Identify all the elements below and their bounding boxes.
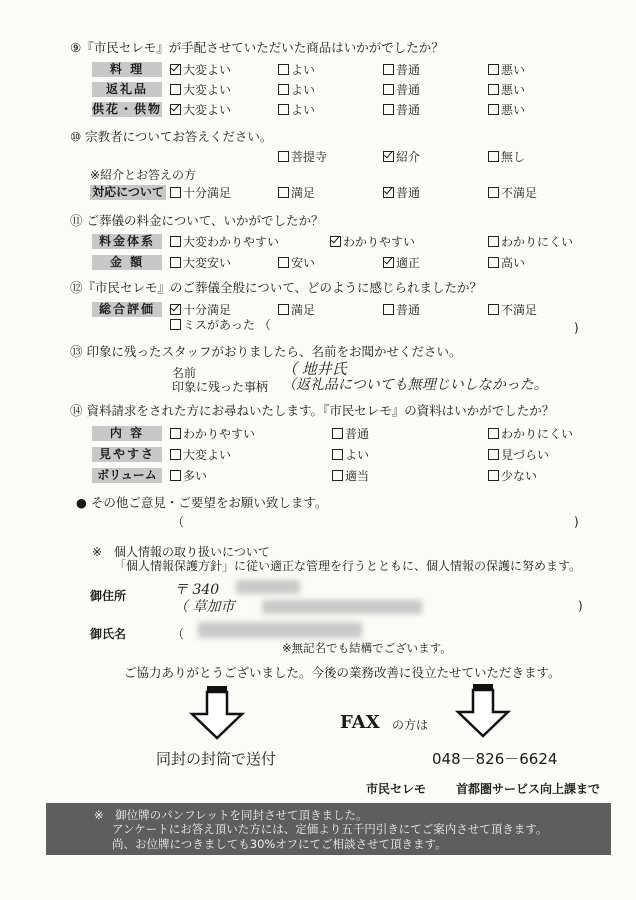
q9-kyouka-opt4[interactable]: 悪い [488, 104, 525, 116]
q10-row-opt2[interactable]: 満足 [278, 187, 315, 199]
q11-question: ⑪ ご葬儀の料金について、いかがでしたか？ [70, 213, 324, 228]
q14-miyasusa-opt2[interactable]: よい [332, 449, 369, 461]
q12-mistake-option[interactable]: ミスがあった （ [170, 319, 271, 331]
down-arrow-icon [454, 684, 516, 740]
q14-question: ⑭ 資料請求をされた方にお尋ねいたします。『市民セレモ』の資料はいかがでしたか？ [70, 403, 555, 418]
checkbox-icon [170, 257, 181, 268]
address-city[interactable]: （ 草加市 [174, 599, 235, 615]
privacy-heading: ※ 個人情報の取り扱いについて [92, 545, 270, 559]
address-label: 御住所 [90, 589, 127, 603]
q11-kingaku-opt2[interactable]: 安い [278, 257, 315, 269]
q14-naiyou-opt3[interactable]: わかりにくい [488, 428, 573, 440]
q9-kyouka-opt2[interactable]: よい [278, 104, 315, 116]
address-close-paren: ) [578, 599, 583, 613]
q13-matter-label: 印象に残った事柄 [172, 380, 269, 394]
q11-ryoukin-opt2[interactable]: わかりやすい [330, 236, 415, 248]
checkbox-checked-icon [170, 64, 181, 75]
redacted-address-2 [262, 600, 422, 614]
name-note: ※無記名でも結構でございます。 [282, 641, 452, 655]
checkbox-icon [488, 470, 499, 481]
q14-naiyou-opt1[interactable]: わかりやすい [170, 428, 255, 440]
q14-row-miyasusa-label: 見やすさ [92, 447, 162, 462]
checkbox-icon [278, 104, 289, 115]
q12-opt2[interactable]: 満足 [278, 304, 315, 316]
privacy-text: 「個人情報保護方針」に従い適正な管理を行うとともに、個人情報の保護に努めます。 [114, 559, 582, 573]
fax-number[interactable]: 048－826－6624 [432, 750, 558, 768]
checkbox-icon [332, 470, 343, 481]
q11-row-ryoukin-label: 料金体系 [92, 234, 162, 249]
redacted-name [198, 622, 362, 638]
q12-close-paren: ) [574, 321, 579, 335]
checkbox-icon [488, 449, 499, 460]
checkbox-icon [278, 304, 289, 315]
checkbox-checked-icon [383, 151, 394, 162]
checkbox-icon [278, 187, 289, 198]
q9-row-ryouri-label: 料 理 [92, 62, 162, 77]
fax-label: FAX [340, 712, 380, 733]
q10-opt-nashi[interactable]: 無し [488, 151, 525, 163]
name-open-paren: （ [172, 627, 185, 641]
q11-kingaku-opt4[interactable]: 高い [488, 257, 525, 269]
q11-kingaku-opt3[interactable]: 適正 [383, 257, 420, 269]
q13-name-handwritten[interactable]: （ 地井氏 [282, 360, 347, 378]
q12-question: ⑫『市民セレモ』のご葬儀全般について、どのように感じられましたか？ [70, 280, 483, 295]
checkbox-checked-icon [330, 236, 341, 247]
q9-henreihin-opt2[interactable]: よい [278, 84, 315, 96]
checkbox-icon [488, 151, 499, 162]
q9-henreihin-opt1[interactable]: 大変よい [170, 84, 231, 96]
q13-matter-handwritten[interactable]: （返礼品についても無理じいしなかった。 [282, 377, 548, 393]
other-comments-field[interactable] [186, 512, 566, 530]
thanks-message: ご協力ありがとうございました。今後の業務改善に役立たせていただきます。 [124, 665, 561, 680]
checkbox-icon [488, 84, 499, 95]
q9-ryouri-opt3[interactable]: 普通 [383, 64, 420, 76]
checkbox-icon [278, 64, 289, 75]
checkbox-icon [278, 84, 289, 95]
checkbox-icon [278, 151, 289, 162]
checkbox-checked-icon [383, 187, 394, 198]
checkbox-icon [170, 187, 181, 198]
redacted-address-1 [236, 580, 300, 594]
q13-name-label: 名前 [172, 366, 197, 380]
q9-ryouri-opt2[interactable]: よい [278, 64, 315, 76]
checkbox-icon [383, 84, 394, 95]
q9-row-henreihin-label: 返礼品 [92, 82, 162, 97]
checkbox-icon [488, 304, 499, 315]
q11-ryoukin-opt1[interactable]: 大変わかりやすい [170, 236, 279, 248]
company-name: 市民セレモ [366, 782, 427, 796]
checkbox-icon [332, 449, 343, 460]
checkbox-icon [488, 257, 499, 268]
other-open-paren: （ [172, 515, 185, 529]
q12-opt4[interactable]: 不満足 [488, 304, 537, 316]
q10-row-opt3[interactable]: 普通 [383, 187, 420, 199]
q9-kyouka-opt3[interactable]: 普通 [383, 104, 420, 116]
q10-question: ⑩ 宗教者についてお答えください。 [70, 129, 273, 144]
checkbox-icon [488, 187, 499, 198]
checkbox-icon [170, 236, 181, 247]
checkbox-checked-icon [170, 104, 181, 115]
checkbox-icon [488, 236, 499, 247]
checkbox-checked-icon [170, 304, 181, 315]
other-close-paren: ) [574, 515, 579, 529]
checkbox-icon [488, 428, 499, 439]
department-name: 首都圏サービス向上課まで [456, 782, 601, 796]
q14-volume-opt2[interactable]: 適当 [332, 470, 369, 482]
fax-suffix: の方は [392, 718, 429, 732]
q12-row-label: 総合評価 [92, 302, 162, 317]
q10-row-label: 対応について [90, 185, 166, 200]
q9-ryouri-opt4[interactable]: 悪い [488, 64, 525, 76]
down-arrow-icon [188, 686, 250, 742]
q9-ryouri-opt1[interactable]: 大変よい [170, 64, 231, 76]
other-heading: ● その他ご意見・ご要望をお願い致します。 [76, 495, 328, 510]
checkbox-icon [383, 104, 394, 115]
q10-note: ※紹介とお答えの方 [90, 168, 197, 182]
q14-row-naiyou-label: 内 容 [92, 426, 162, 441]
checkbox-icon [170, 449, 181, 460]
name-label: 御氏名 [90, 627, 127, 641]
q14-volume-opt1[interactable]: 多い [170, 470, 207, 482]
q9-row-kyouka-label: 供花・供物 [92, 102, 163, 116]
q11-kingaku-opt1[interactable]: 大変安い [170, 257, 231, 269]
q14-naiyou-opt2[interactable]: 普通 [332, 428, 369, 440]
q10-row-opt1[interactable]: 十分満足 [170, 187, 231, 199]
checkbox-icon [170, 470, 181, 481]
q9-henreihin-opt3[interactable]: 普通 [383, 84, 420, 96]
checkbox-icon [383, 64, 394, 75]
q14-miyasusa-opt1[interactable]: 大変よい [170, 449, 231, 461]
q12-opt3[interactable]: 普通 [383, 304, 420, 316]
checkbox-icon [332, 428, 343, 439]
checkbox-checked-icon [383, 257, 394, 268]
address-postal[interactable]: 〒 340 [174, 582, 220, 598]
send-by-envelope: 同封の封筒で送付 [156, 750, 277, 768]
footer-line-2: アンケートにお答え頂いた方には、定価より五千円引きにてご案内させて頂きます。 [112, 822, 548, 836]
checkbox-icon [488, 104, 499, 115]
checkbox-icon [170, 319, 181, 330]
checkbox-icon [488, 64, 499, 75]
q10-opt-shoukai[interactable]: 紹介 [383, 151, 420, 163]
q14-miyasusa-opt3[interactable]: 見づらい [488, 449, 549, 461]
q10-opt-bodaiji[interactable]: 菩提寺 [278, 151, 327, 163]
checkbox-icon [383, 304, 394, 315]
q14-volume-opt3[interactable]: 少ない [488, 470, 537, 482]
checkbox-icon [170, 84, 181, 95]
q11-ryoukin-opt3[interactable]: わかりにくい [488, 236, 573, 248]
q13-question: ⑬ 印象に残ったスタッフがおりましたら、名前をお聞かせください。 [70, 344, 462, 359]
q10-row-opt4[interactable]: 不満足 [488, 187, 537, 199]
q11-row-kingaku-label: 金 額 [92, 255, 162, 270]
q9-question: ⑨『市民セレモ』が手配させていただいた商品はいかがでしたか？ [70, 40, 444, 55]
checkbox-icon [170, 428, 181, 439]
q14-row-volume-label: ボリューム [92, 468, 162, 483]
footer-line-3: 尚、お位牌につきましても30%オフにてご相談させて頂きます。 [112, 837, 447, 851]
q9-henreihin-opt4[interactable]: 悪い [488, 84, 525, 96]
footer-line-1: ※ 御位牌のパンフレットを同封させて頂きました。 [94, 808, 368, 822]
checkbox-icon [278, 257, 289, 268]
footer-notice [46, 803, 611, 855]
q9-kyouka-opt1[interactable]: 大変よい [170, 104, 231, 116]
q12-opt1[interactable]: 十分満足 [170, 304, 231, 316]
